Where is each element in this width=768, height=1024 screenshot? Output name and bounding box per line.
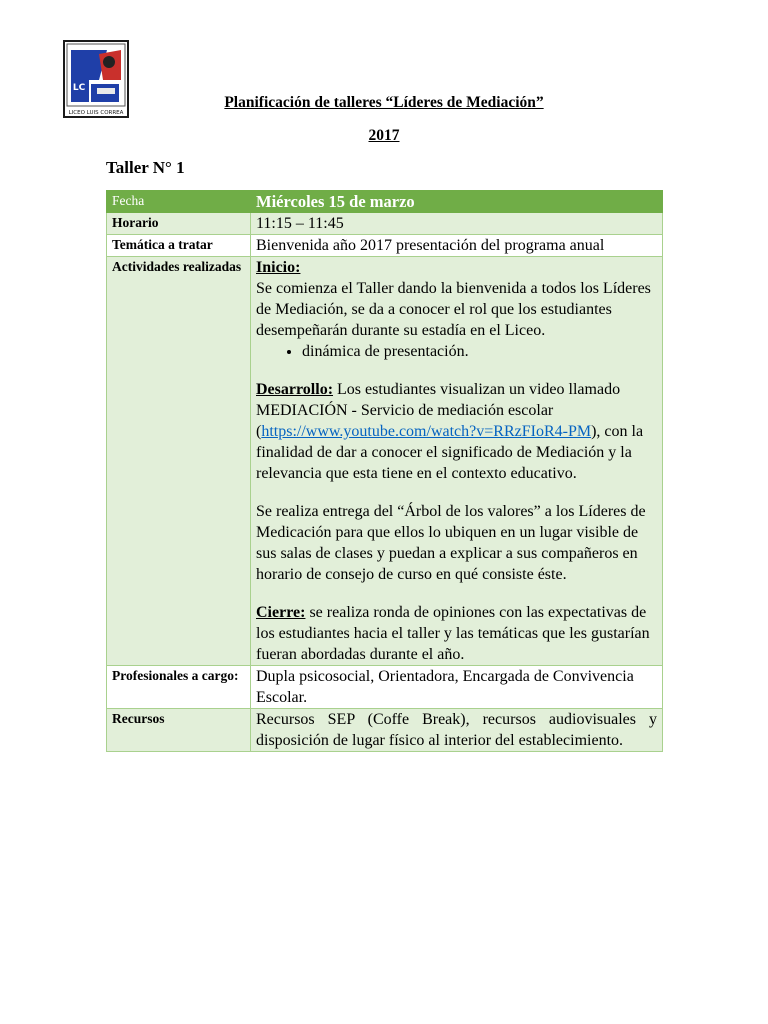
actividades-value xyxy=(251,257,663,666)
desarrollo-text-1: Los estudiantes visualizan un video llamado MEDIACIÓN - Servicio de mediación escolar ( xyxy=(256,381,621,440)
profesionales-value: Dupla psicosocial, Orientadora, Encargada de Convivencia Escolar. xyxy=(251,666,663,709)
page-title: Planificación de talleres “Líderes de Mediación” xyxy=(224,94,544,111)
row-recursos xyxy=(107,709,663,752)
arbol-text: Se realiza entrega del “Árbol de los valores” a los Líderes de Medicación para que ellos lo ubiquen en un lugar visible de sus salas de clases y puedan a explicar a sus compañeros en horario de consejo de curso en qué consiste éste. xyxy=(256,503,646,583)
fecha-value: Miércoles 15 de marzo xyxy=(251,191,663,213)
profesionales-label: Profesionales a cargo: xyxy=(107,666,251,709)
desarrollo-label: Desarrollo: xyxy=(256,381,334,398)
row-horario xyxy=(107,213,663,235)
bullet-item: • dinámica de presentación. xyxy=(302,341,657,362)
taller-number: Taller N° 1 xyxy=(106,158,185,177)
horario-value: 11:15 – 11:45 xyxy=(251,213,663,235)
actividades-label: Actividades realizadas xyxy=(107,257,251,666)
recursos-label: Recursos xyxy=(107,709,251,752)
tematica-value: Bienvenida año 2017 presentación del programa anual xyxy=(251,235,663,257)
fecha-label: Fecha xyxy=(107,191,251,213)
recursos-value: Recursos SEP (Coffe Break), recursos audiovisuales y disposición de lugar físico al interior del establecimiento. xyxy=(251,709,663,752)
row-tematica xyxy=(107,235,663,257)
planning-table xyxy=(106,190,663,752)
horario-label: Horario xyxy=(107,213,251,235)
page-year: 2017 xyxy=(368,127,400,144)
tematica-label: Temática a tratar xyxy=(107,235,251,257)
row-actividades xyxy=(107,257,663,666)
cierre-label: Cierre: xyxy=(256,604,306,621)
youtube-link[interactable]: https://www.youtube.com/watch?v=RRzFIoR4-PM xyxy=(261,423,592,440)
desarrollo-text-2: ), con la finalidad de dar a conocer el significado de Mediación y la relevancia que esta tiene en el contexto educativo. xyxy=(256,423,644,482)
inicio-label: Inicio: xyxy=(256,259,301,276)
row-profesionales xyxy=(107,666,663,709)
inicio-text: Se comienza el Taller dando la bienvenida a todos los Líderes de Mediación, se da a conocer el rol que los estudiantes desempeñarán durante su estadía en el Liceo. xyxy=(256,280,651,339)
logo-monogram: LC xyxy=(72,83,86,93)
row-fecha xyxy=(107,191,663,213)
logo-caption: LICEO LUIS CORREA xyxy=(68,110,124,116)
cierre-text: se realiza ronda de opiniones con las expectativas de los estudiantes hacia el taller y las temáticas que les gustarían fueran abordadas durante el año. xyxy=(256,604,650,663)
logo-subtitle: CENTRO xyxy=(97,95,117,100)
